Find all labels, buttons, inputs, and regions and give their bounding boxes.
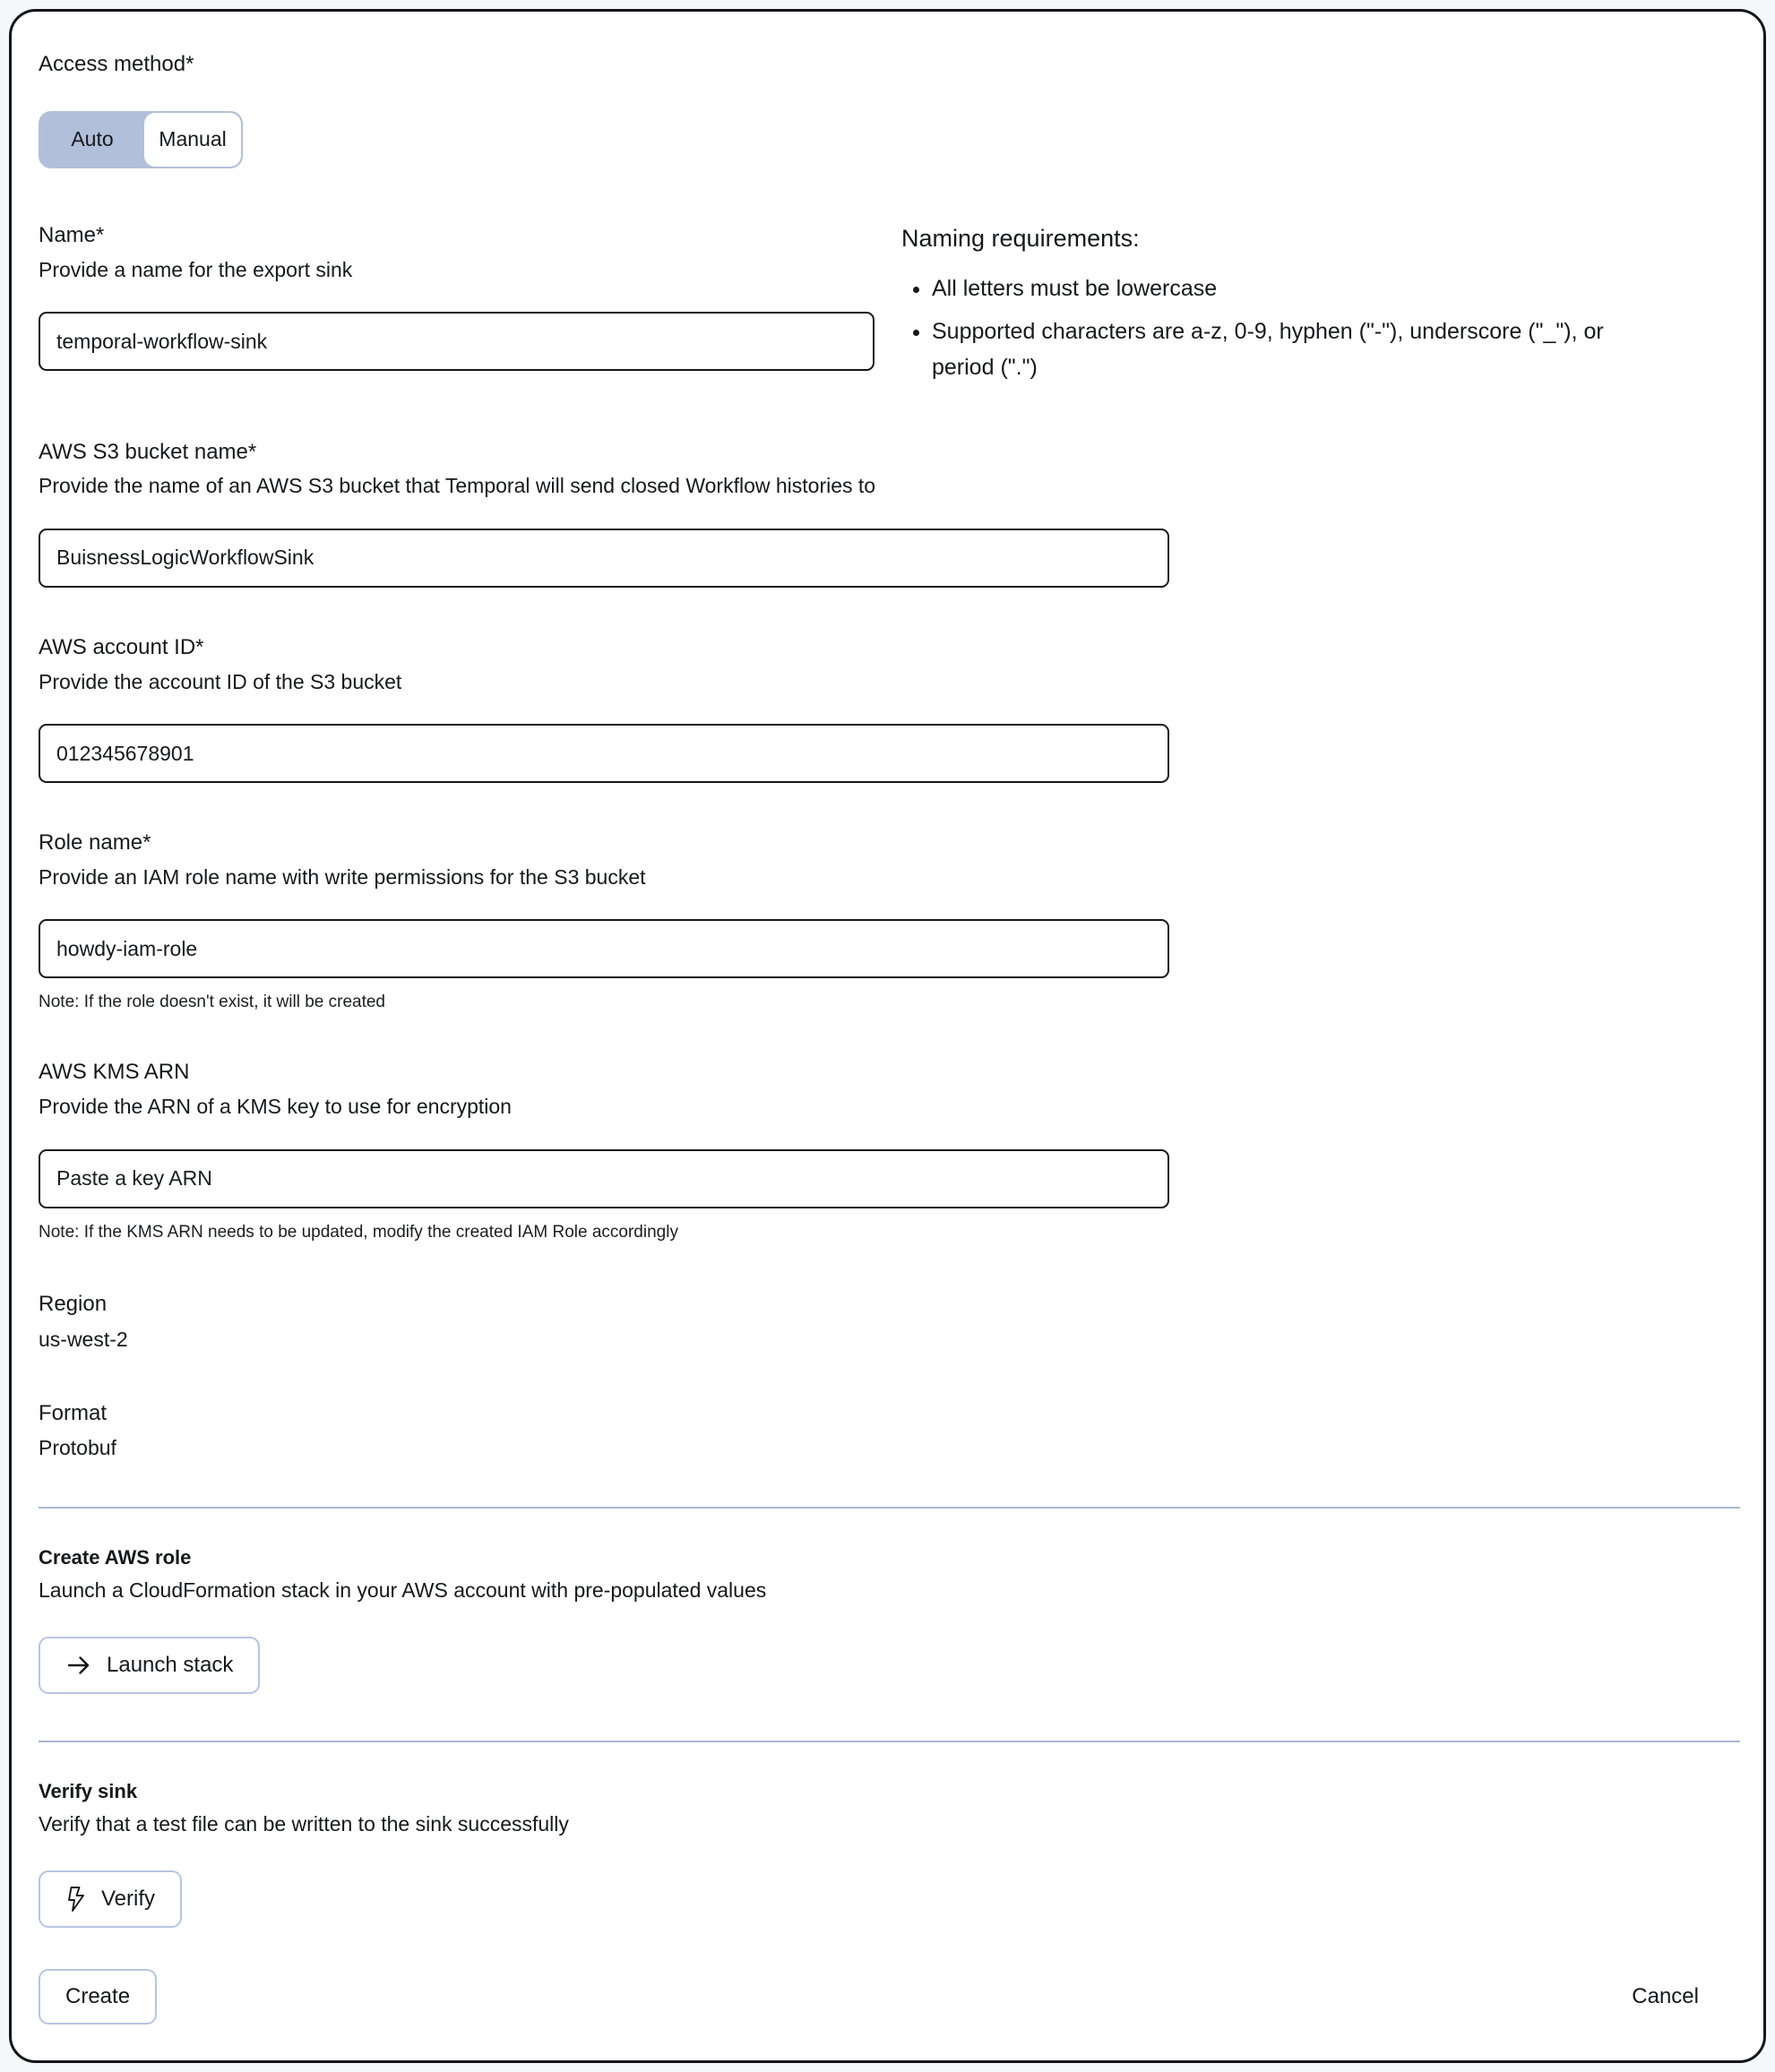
divider — [39, 1741, 1740, 1742]
region-value: us-west-2 — [39, 1327, 128, 1351]
divider — [39, 1507, 1740, 1509]
name-field-group — [39, 220, 875, 392]
s3-bucket-input[interactable] — [39, 529, 1169, 588]
access-method-label: Access method* — [39, 52, 194, 76]
region-label: Region — [39, 1291, 108, 1316]
naming-requirements-list — [901, 271, 1618, 385]
lightning-bolt-icon — [65, 1886, 87, 1913]
name-description: Provide a name for the export sink — [39, 257, 353, 281]
create-aws-role-description: Launch a CloudFormation stack in your AWS account with pre-populated values — [39, 1578, 767, 1603]
form-actions-row — [39, 1969, 1736, 2025]
verify-button-label: Verify — [101, 1887, 156, 1912]
name-label: Name* — [39, 222, 105, 247]
create-aws-role-title: Create AWS role — [39, 1546, 192, 1569]
format-field — [39, 1398, 1736, 1461]
format-label: Format — [39, 1400, 108, 1425]
account-id-field-group — [39, 632, 1736, 783]
create-aws-role-section — [39, 1546, 1736, 1694]
naming-requirements-title: Naming requirements: — [901, 224, 1140, 252]
cancel-button[interactable]: Cancel — [1632, 1984, 1699, 2009]
kms-arn-input[interactable] — [39, 1149, 1169, 1208]
s3-bucket-description: Provide the name of an AWS S3 bucket that Temporal will send closed Workflow histories to — [39, 474, 876, 498]
verify-sink-description: Verify that a test file can be written to the sink successfully — [39, 1812, 569, 1836]
region-field — [39, 1289, 1736, 1352]
naming-requirement-item: • Supported characters are a-z, 0-9, hyphen ("-"), underscore ("_"), or period (".") — [932, 314, 1618, 385]
account-id-label: AWS account ID* — [39, 634, 204, 659]
kms-arn-field-group — [39, 1057, 1736, 1242]
role-name-input[interactable] — [39, 919, 1169, 978]
access-method-option-manual[interactable]: Manual — [144, 113, 241, 167]
role-name-description: Provide an IAM role name with write permissions for the S3 bucket — [39, 864, 646, 889]
verify-button[interactable] — [39, 1870, 182, 1928]
role-name-label: Role name* — [39, 830, 151, 855]
name-and-requirements-row — [39, 220, 1736, 392]
role-name-note: Note: If the role doesn't exist, it will be created — [39, 993, 385, 1012]
export-sink-form-card — [9, 9, 1766, 2063]
launch-stack-button[interactable] — [39, 1637, 260, 1694]
access-method-toggle — [39, 111, 243, 168]
s3-bucket-label: AWS S3 bucket name* — [39, 439, 257, 464]
s3-bucket-field-group — [39, 437, 1736, 588]
create-button[interactable]: Create — [39, 1969, 157, 2025]
format-value: Protobuf — [39, 1436, 116, 1460]
arrow-right-icon — [65, 1654, 92, 1677]
kms-arn-label: AWS KMS ARN — [39, 1060, 190, 1085]
kms-arn-note: Note: If the KMS ARN needs to be updated, modify the created IAM Role accordingly — [39, 1222, 678, 1242]
name-input[interactable] — [39, 312, 875, 371]
verify-sink-section — [39, 1780, 1736, 1928]
account-id-input[interactable] — [39, 724, 1169, 783]
naming-requirements — [901, 220, 1736, 392]
account-id-description: Provide the account ID of the S3 bucket — [39, 669, 402, 693]
access-method-option-auto[interactable]: Auto — [40, 113, 144, 167]
naming-requirement-item: • All letters must be lowercase — [932, 271, 1618, 306]
launch-stack-button-label: Launch stack — [107, 1653, 234, 1678]
verify-sink-title: Verify sink — [39, 1780, 138, 1803]
role-name-field-group — [39, 828, 1736, 1012]
kms-arn-description: Provide the ARN of a KMS key to use for encryption — [39, 1095, 512, 1119]
